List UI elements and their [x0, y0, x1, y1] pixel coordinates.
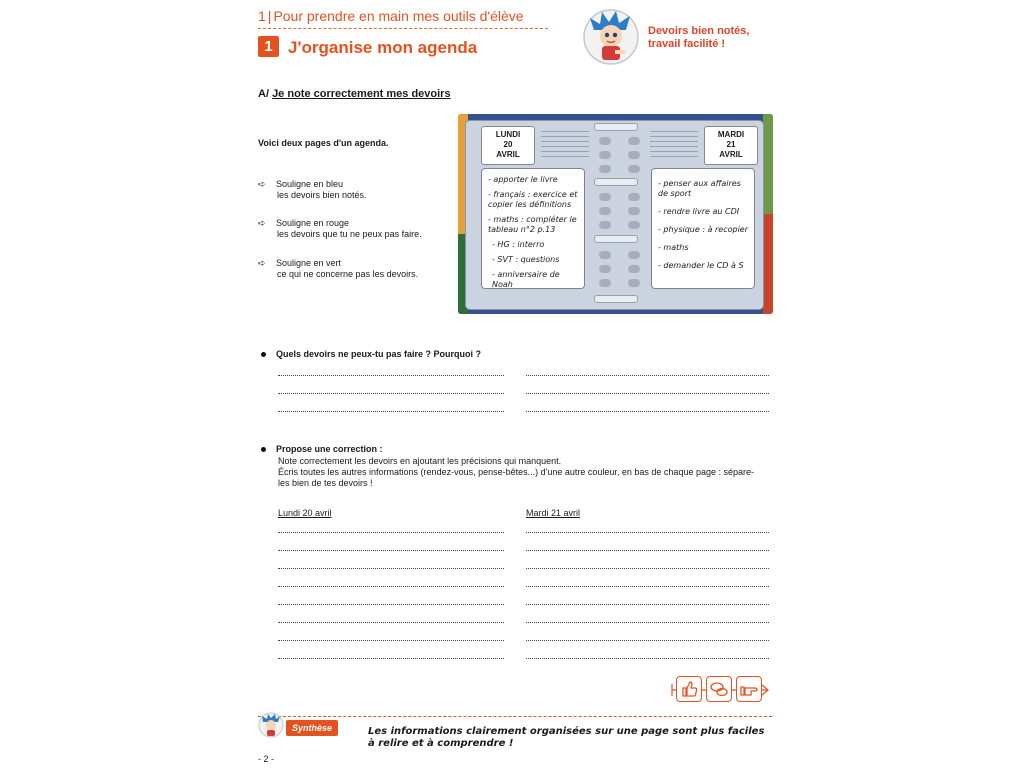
- answer-line[interactable]: [278, 393, 504, 394]
- intro-text: Voici deux pages d'un agenda.: [258, 138, 389, 148]
- bullet-icon: [261, 352, 266, 357]
- synthese-summary: [368, 726, 764, 750]
- chapter-heading: 1 | Pour prendre en main mes outils d'élève: [258, 8, 524, 24]
- page-title: J'organise mon agenda: [288, 38, 478, 57]
- lesson-number-badge: 1: [258, 36, 279, 57]
- answer-line[interactable]: [526, 640, 769, 641]
- question-2-line-2: Écris toutes les autres informations (rendez-vous, pense-bêtes...) d'une autre couleur, en bas de chaque page : sépare-: [278, 467, 754, 477]
- date-number: 21: [726, 140, 736, 149]
- agenda-page-left: [481, 168, 585, 289]
- spiral-ring: [594, 178, 638, 186]
- instruction-line: les devoirs bien notés.: [277, 190, 367, 200]
- instruction-line: Souligne en bleu: [276, 179, 344, 189]
- arrow-icon: ➪: [258, 179, 266, 189]
- summary-line-2: à relire et à comprendre !: [368, 738, 514, 749]
- spiral-ring: [594, 123, 638, 131]
- agenda-item: - apporter le livre: [488, 175, 558, 184]
- bullet-icon: [261, 447, 266, 452]
- chapter-number: 1: [258, 8, 266, 24]
- page-number: - 2 -: [258, 754, 275, 764]
- tagline: [648, 25, 749, 51]
- column-label-mardi: Mardi 21 avril: [526, 508, 581, 518]
- answer-line[interactable]: [526, 568, 769, 569]
- instruction-green: [258, 258, 418, 280]
- section-a-title: Je note correctement mes devoirs: [272, 88, 451, 100]
- agenda-item: - anniversaire de Noah: [492, 270, 560, 289]
- date-day: MARDI: [717, 130, 745, 139]
- answer-line[interactable]: [278, 532, 504, 533]
- date-day: LUNDI: [495, 130, 521, 139]
- date-number: 20: [503, 140, 513, 149]
- answer-line[interactable]: [526, 411, 769, 412]
- agenda-item: - demander le CD à S: [658, 261, 744, 270]
- agenda-date-right: [704, 126, 758, 165]
- agenda-item: - rendre livre au CDI: [658, 207, 740, 216]
- agenda-page-right: [651, 168, 755, 289]
- agenda-item: - HG : interro: [492, 240, 545, 249]
- instruction-blue: [258, 179, 367, 201]
- answer-line[interactable]: [526, 393, 769, 394]
- chapter-title: Pour prendre en main mes outils d'élève: [273, 8, 524, 24]
- question-2-title: Propose une correction :: [276, 444, 383, 454]
- agenda-illustration: [458, 114, 773, 314]
- answer-line[interactable]: [278, 411, 504, 412]
- question-2-line-3: les bien de tes devoirs !: [278, 478, 373, 488]
- answer-line[interactable]: [526, 604, 769, 605]
- agenda-item: - maths : compléter le tableau n°2 p.13: [488, 215, 577, 234]
- instruction-red: [258, 218, 422, 240]
- answer-line[interactable]: [278, 550, 504, 551]
- answer-line[interactable]: [526, 586, 769, 587]
- answer-line[interactable]: [278, 658, 504, 659]
- answer-line[interactable]: [526, 532, 769, 533]
- answer-line[interactable]: [278, 586, 504, 587]
- tagline-line-1: Devoirs bien notés,: [648, 25, 750, 37]
- date-month: AVRIL: [719, 150, 743, 159]
- column-label-lundi: Lundi 20 avril: [278, 508, 332, 518]
- date-month: AVRIL: [496, 150, 520, 159]
- answer-line[interactable]: [526, 658, 769, 659]
- agenda-item: - SVT : questions: [492, 255, 560, 264]
- agenda-item: - penser aux affaires de sport: [658, 179, 741, 198]
- spiral-ring: [594, 235, 638, 243]
- footer-divider: [258, 716, 772, 717]
- section-a-prefix: A/: [258, 88, 269, 100]
- instruction-line: Souligne en rouge: [276, 218, 350, 228]
- section-a-heading: [258, 88, 451, 100]
- agenda-item: - physique : à recopier: [658, 225, 749, 234]
- answer-line[interactable]: [526, 622, 769, 623]
- question-1: Quels devoirs ne peux-tu pas faire ? Pourquoi ?: [276, 349, 482, 359]
- speech-bubbles-icon: [706, 676, 732, 702]
- thumbs-up-icon: [676, 676, 702, 702]
- arrow-icon: ➪: [258, 258, 266, 268]
- pointing-hand-icon: [736, 676, 762, 702]
- answer-line[interactable]: [278, 568, 504, 569]
- answer-line[interactable]: [278, 640, 504, 641]
- synthese-label: Synthèse: [286, 720, 338, 736]
- agenda-item: - maths: [658, 243, 689, 252]
- answer-line[interactable]: [526, 375, 769, 376]
- skill-icons: [670, 676, 770, 704]
- tagline-line-2: travail facilité !: [648, 38, 726, 50]
- agenda-date-left: [481, 126, 535, 165]
- answer-line[interactable]: [278, 622, 504, 623]
- question-2-line-1: Note correctement les devoirs en ajoutant les précisions qui manquent.: [278, 456, 562, 466]
- spiral-ring: [594, 295, 638, 303]
- answer-line[interactable]: [526, 550, 769, 551]
- answer-line[interactable]: [278, 375, 504, 376]
- arrow-icon: ➪: [258, 218, 266, 228]
- instruction-line: les devoirs que tu ne peux pas faire.: [277, 229, 422, 239]
- mascot-icon: [258, 712, 284, 738]
- mascot-icon: [582, 8, 640, 66]
- answer-line[interactable]: [278, 604, 504, 605]
- header-divider: [258, 28, 548, 29]
- instruction-line: Souligne en vert: [276, 258, 342, 268]
- agenda-item: - français : exercice et copier les définitions: [488, 190, 578, 209]
- instruction-line: ce qui ne concerne pas les devoirs.: [277, 269, 419, 279]
- summary-line-1: Les informations clairement organisées sur une page sont plus faciles: [368, 726, 765, 737]
